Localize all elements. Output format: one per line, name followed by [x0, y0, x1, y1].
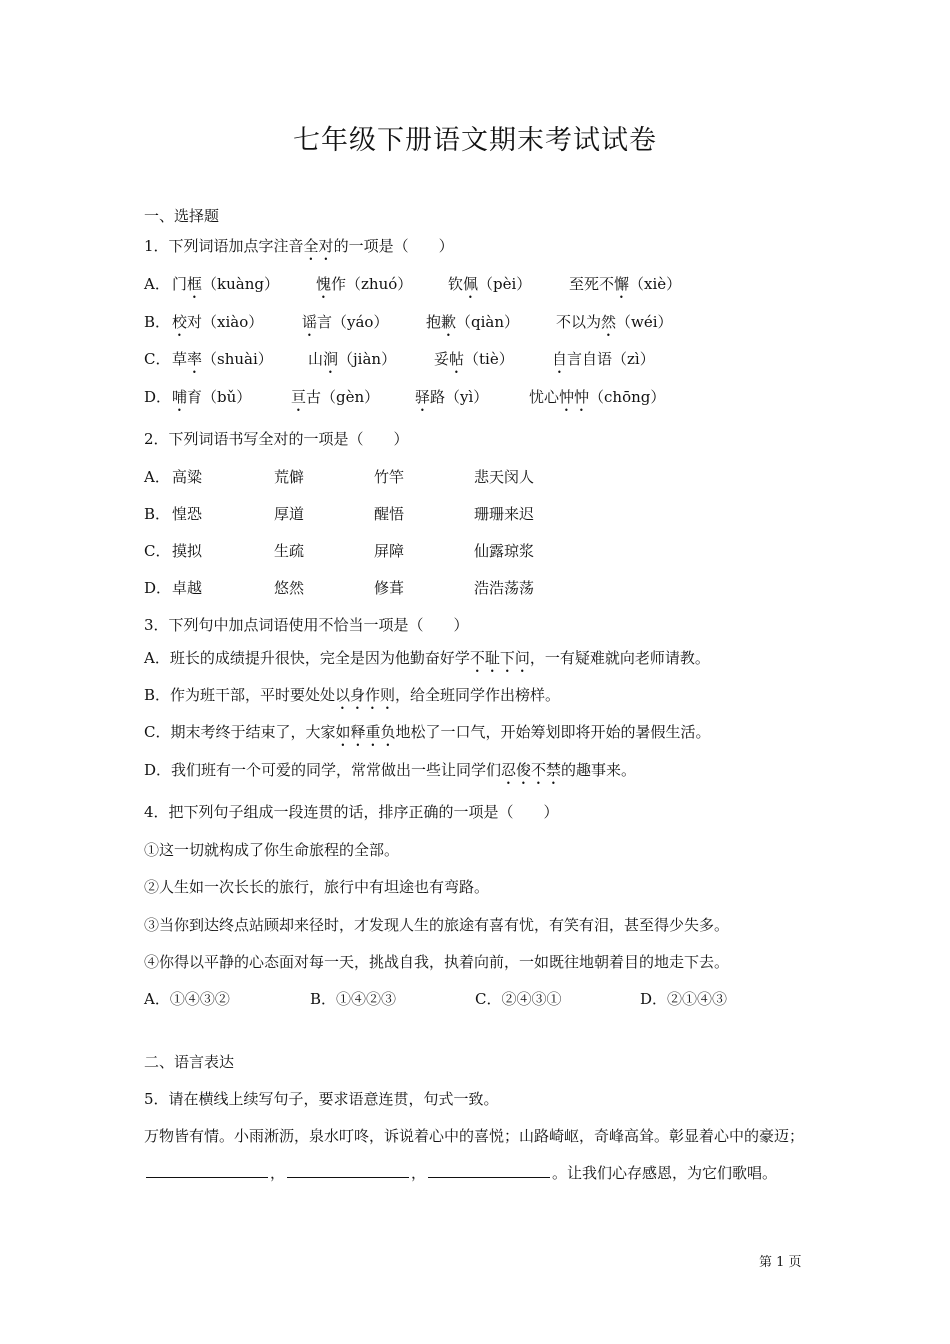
q2-option-word: 竹竿: [374, 468, 405, 486]
q1-option-letter: C．: [144, 350, 171, 368]
q4-sentence-3: ③当你到达终点站顾却来径时，才发现人生的旅途有喜有忧，有笑有泪，甚至得少失多。: [144, 916, 730, 934]
q1-option-item: 草率（shuài）: [172, 350, 273, 368]
page-number: 第 1 页: [759, 1255, 802, 1270]
q1-option-item: 山涧（jiàn）: [308, 350, 397, 368]
q1-option-item: 自言自语（zì）: [552, 350, 655, 368]
q1-stem-pre: 1．下列词语加点字注音: [144, 237, 304, 255]
q2-option-word: 珊珊来迟: [474, 505, 535, 523]
q3-option-c: C．期末考终于结束了，大家如释重负地松了一口气，开始筹划即将开始的暑假生活。: [144, 723, 711, 741]
q2-option-word: 仙露琼浆: [474, 542, 535, 560]
q2-option-word: 悲天闵人: [474, 468, 535, 486]
q5-paragraph: 万物皆有情。小雨淅沥，泉水叮咚，诉说着心中的喜悦；山路崎岖，奇峰高耸。彰显着心中的豪迈；， ， 。让我们心存感恩，为它们歌唱。: [144, 1127, 805, 1182]
q1-option-item: 妥帖（tiè）: [434, 350, 514, 368]
q2-option-word: 修葺: [374, 579, 405, 597]
q4-sentence-1: ①这一切就构成了你生命旅程的全部。: [144, 841, 400, 859]
q1-option-item: 亘古（gèn）: [291, 388, 380, 406]
answer-blank-2[interactable]: [287, 1163, 409, 1178]
q2-option-word: 醒悟: [374, 505, 405, 523]
q2-option-letter: D．: [144, 579, 172, 597]
q1-option-item: 门框（kuàng）: [172, 275, 279, 293]
q1-option-item: 哺育（bǔ）: [172, 388, 252, 406]
q1-stem-post: 的一项是（ ）: [333, 237, 454, 255]
q2-option-word: 摸拟: [172, 542, 203, 560]
q4-option-d: D．②①④③: [640, 990, 728, 1008]
q2-option-letter: A．: [144, 468, 170, 486]
q1-option-letter: B．: [144, 313, 171, 331]
q1-stem-dotted: 全对: [303, 237, 334, 255]
q1-option-letter: D．: [144, 388, 172, 406]
q2-option-word: 卓越: [172, 579, 203, 597]
q2-option-word: 浩浩荡荡: [474, 579, 535, 597]
q1-option-item: 不以为然（wéi）: [556, 313, 673, 331]
question-1-stem: [144, 236, 454, 264]
q2-option-word: 高粱: [172, 468, 203, 486]
q2-option-word: 惶恐: [172, 505, 203, 523]
q4-option-a: A．①④③②: [144, 990, 230, 1008]
q1-option-item: 驿路（yì）: [415, 388, 489, 406]
q3-option-a: A．班长的成绩提升很快，完全是因为他勤奋好学不耻下问，一有疑难就向老师请教。: [144, 649, 710, 667]
question-2-stem: 2．下列词语书写全对的一项是（ ）: [144, 430, 409, 448]
q3-option-d: D．我们班有一个可爱的同学，常常做出一些让同学们忍俊不禁的趣事来。: [144, 761, 637, 779]
q4-option-c: C．②④③①: [475, 990, 562, 1008]
section-heading-expression: 二、语言表达: [144, 1053, 235, 1071]
q4-sentence-4: ④你得以平静的心态面对每一天，挑战自我，执着向前，一如既往地朝着目的地走下去。: [144, 953, 730, 971]
q1-option-item: 钦佩（pèi）: [448, 275, 532, 293]
q4-sentence-2: ②人生如一次长长的旅行，旅行中有坦途也有弯路。: [144, 878, 490, 896]
q3-option-b: B．作为班干部，平时要处处以身作则，给全班同学作出榜样。: [144, 686, 561, 704]
q1-option-item: 忧心忡忡（chōng）: [529, 388, 666, 406]
q1-option-item: 抱歉（qiàn）: [426, 313, 520, 331]
section-heading-choice: 一、选择题: [144, 207, 220, 225]
q2-option-letter: B．: [144, 505, 171, 523]
q2-option-word: 屏障: [374, 542, 405, 560]
q4-option-b: B．①④②③: [310, 990, 397, 1008]
q1-option-item: 愧作（zhuó）: [316, 275, 413, 293]
q2-option-letter: C．: [144, 542, 171, 560]
q1-option-letter: A．: [144, 275, 170, 293]
q2-option-word: 生疏: [274, 542, 305, 560]
question-4-stem: 4．把下列句子组成一段连贯的话，排序正确的一项是（ ）: [144, 803, 559, 821]
answer-blank-1[interactable]: [146, 1163, 268, 1178]
q2-option-word: 厚道: [274, 505, 305, 523]
question-5-stem: 5．请在横线上续写句子，要求语意连贯，句式一致。: [144, 1090, 499, 1108]
page-title: 七年级下册语文期末考试试卷: [293, 125, 657, 156]
answer-blank-3[interactable]: [428, 1163, 550, 1178]
q1-option-item: 至死不懈（xiè）: [569, 275, 682, 293]
q2-option-word: 荒僻: [274, 468, 305, 486]
q5-paragraph-start: 万物皆有情。小雨淅沥，泉水叮咚，诉说着心中的喜悦；山路崎岖，奇峰高耸。彰显着心中的豪迈；: [144, 1127, 805, 1145]
q5-paragraph-end: 。让我们心存感恩，为它们歌唱。: [552, 1164, 778, 1182]
question-3-stem: 3．下列句中加点词语使用不恰当一项是（ ）: [144, 616, 469, 634]
q1-option-item: 谣言（yáo）: [302, 313, 389, 331]
q1-option-item: 校对（xiào）: [172, 313, 264, 331]
q2-option-word: 悠然: [274, 579, 305, 597]
